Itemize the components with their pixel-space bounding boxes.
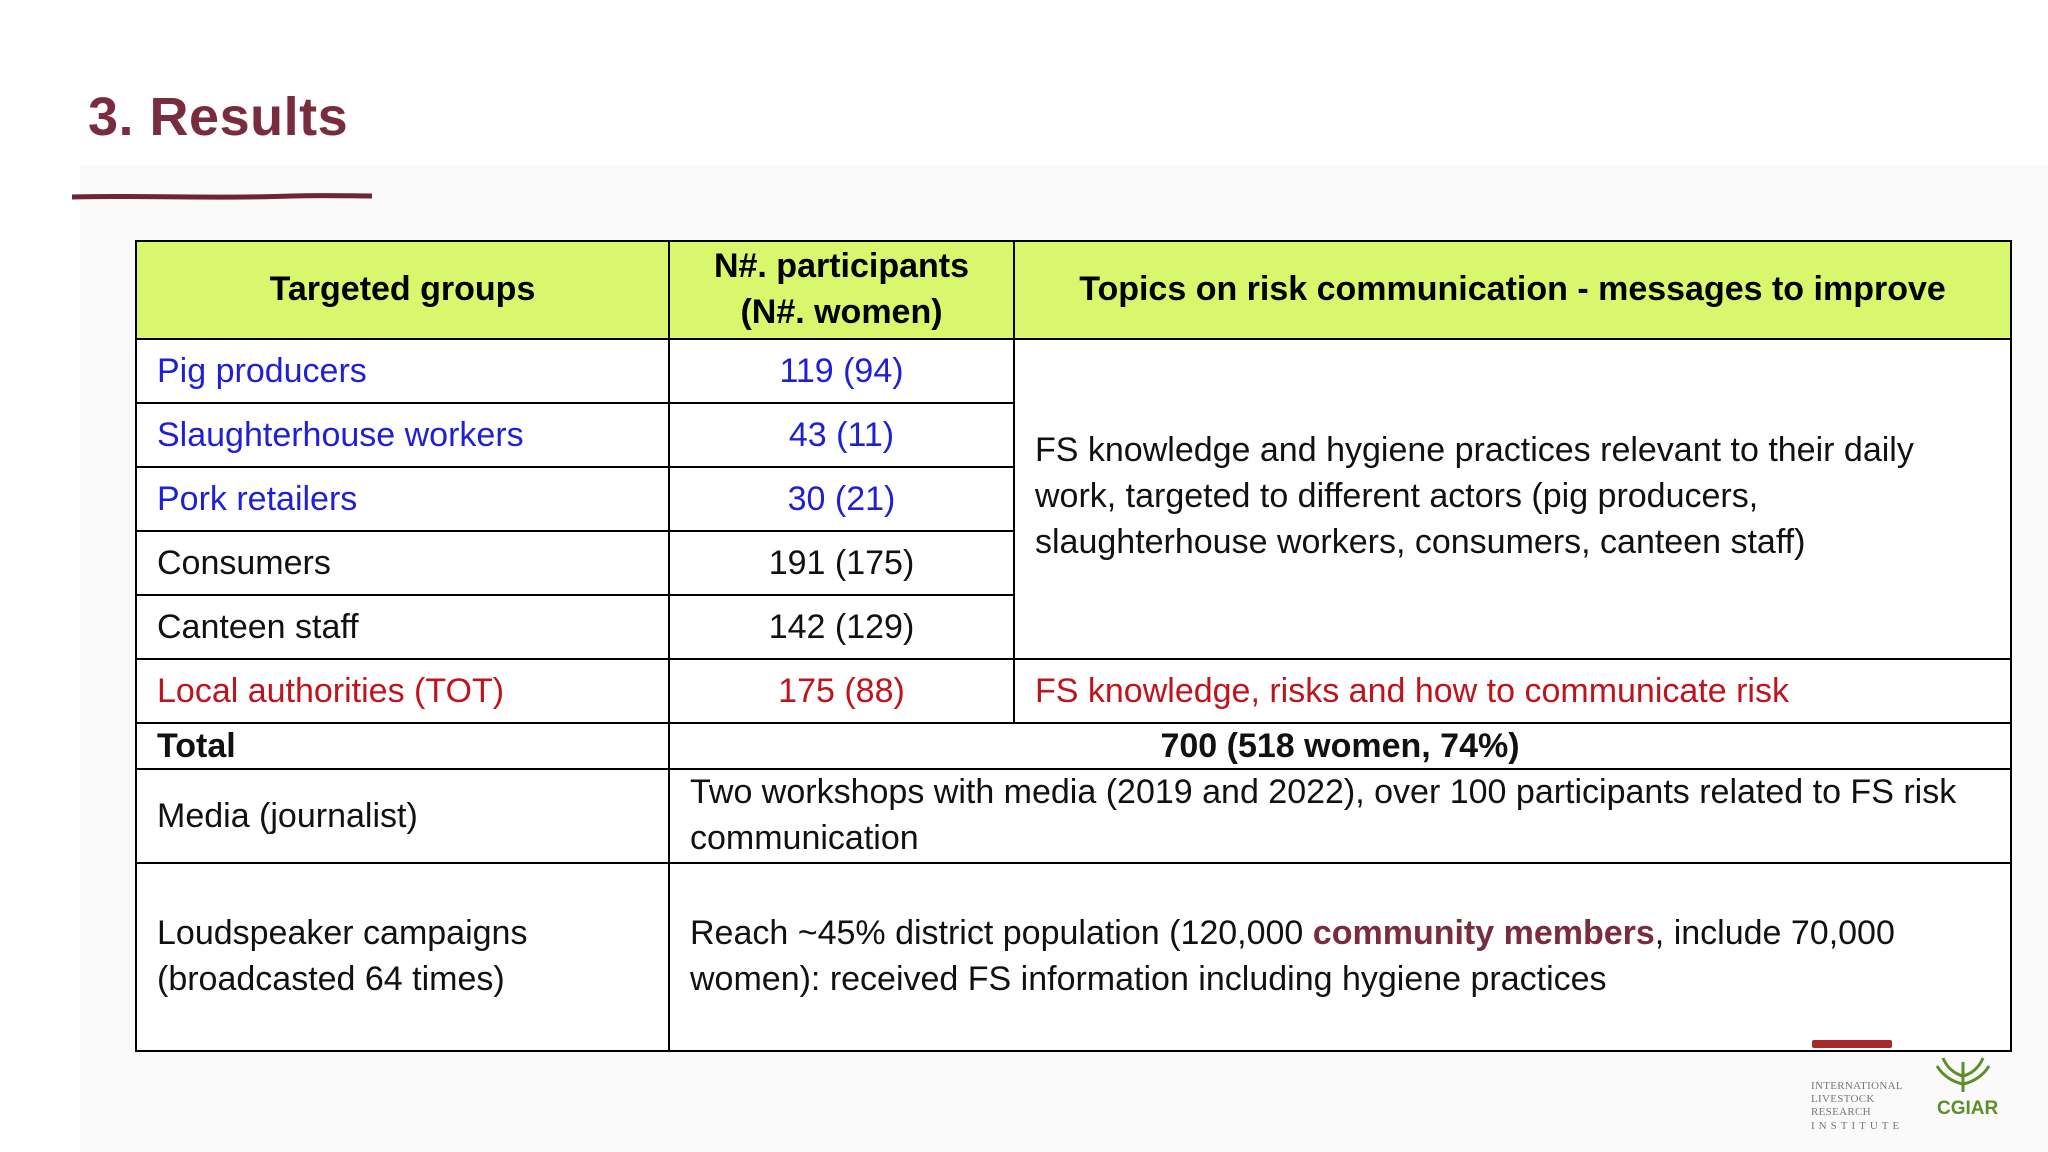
media-group-cell: Media (journalist) bbox=[136, 769, 669, 863]
ilri-logo-text bbox=[1811, 1080, 1911, 1133]
total-label: Total bbox=[136, 723, 669, 769]
group-cell: Local authorities (TOT) bbox=[136, 659, 669, 723]
media-row bbox=[136, 769, 2011, 863]
loudspeaker-row bbox=[136, 863, 2011, 1051]
loud-group-cell bbox=[136, 863, 669, 1051]
header-targeted-groups: Targeted groups bbox=[136, 241, 669, 339]
media-desc-line2: communication bbox=[690, 819, 919, 857]
ilri-logo-mark bbox=[1812, 1040, 1892, 1048]
loud-desc-cell bbox=[669, 863, 2011, 1051]
topic-general-line2: work, targeted to different actors (pig producers, bbox=[1035, 476, 1759, 515]
media-desc-cell bbox=[669, 769, 2011, 863]
group-cell: Pig producers bbox=[136, 339, 669, 403]
topic-authorities-cell: FS knowledge, risks and how to communicate risk bbox=[1014, 659, 2011, 723]
media-desc-line1: Two workshops with media (2019 and 2022), over 100 participants related to FS risk bbox=[690, 773, 1957, 812]
group-cell: Consumers bbox=[136, 531, 669, 595]
group-cell: Canteen staff bbox=[136, 595, 669, 659]
participants-cell: 119 (94) bbox=[669, 339, 1014, 403]
participants-cell: 142 (129) bbox=[669, 595, 1014, 659]
ilri-line1: INTERNATIONAL bbox=[1811, 1080, 1903, 1092]
ilri-line2: LIVESTOCK RESEARCH bbox=[1811, 1093, 1875, 1119]
loud-desc-part1: Reach ~45% district population (120,000 bbox=[690, 914, 1313, 953]
loud-group-line1: Loudspeaker campaigns bbox=[157, 914, 528, 953]
total-row bbox=[136, 723, 2011, 769]
ilri-line3: INSTITUTE bbox=[1811, 1119, 1904, 1132]
table-row bbox=[136, 659, 2011, 723]
total-value: 700 (518 women, 74%) bbox=[669, 723, 2011, 769]
header-participants-line1: N#. participants bbox=[713, 247, 970, 286]
header-participants-line2: (N#. women) bbox=[740, 293, 943, 331]
title-underline bbox=[72, 193, 372, 201]
cgiar-logo-text: CGIAR bbox=[1937, 1098, 1999, 1119]
group-cell: Slaughterhouse workers bbox=[136, 403, 669, 467]
loud-group-line2: (broadcasted 64 times) bbox=[157, 960, 505, 998]
loud-desc-part2: , include 70,000 bbox=[1654, 914, 1895, 953]
footer-logos bbox=[1805, 1040, 2025, 1132]
slide-title: 3. Results bbox=[88, 87, 349, 147]
topic-general-line1: FS knowledge and hygiene practices relevant to their daily bbox=[1035, 431, 1914, 469]
participants-cell: 43 (11) bbox=[669, 403, 1014, 467]
topic-general-line3: slaughterhouse workers, consumers, canteen staff) bbox=[1035, 522, 1806, 561]
participants-cell: 191 (175) bbox=[669, 531, 1014, 595]
results-table bbox=[135, 240, 2012, 1052]
header-participants bbox=[669, 241, 1014, 339]
participants-cell: 30 (21) bbox=[669, 467, 1014, 531]
loud-desc-highlight: community members bbox=[1312, 914, 1655, 953]
group-cell: Pork retailers bbox=[136, 467, 669, 531]
table-header-row bbox=[136, 241, 2011, 339]
participants-cell: 175 (88) bbox=[669, 659, 1014, 723]
loud-desc-line2: women): received FS information including hygiene practices bbox=[690, 960, 1607, 998]
cgiar-leaf-icon bbox=[1933, 1054, 1993, 1094]
header-topics: Topics on risk communication - messages to improve bbox=[1014, 241, 2011, 339]
topic-general-cell bbox=[1014, 339, 2011, 659]
table-row bbox=[136, 339, 2011, 403]
